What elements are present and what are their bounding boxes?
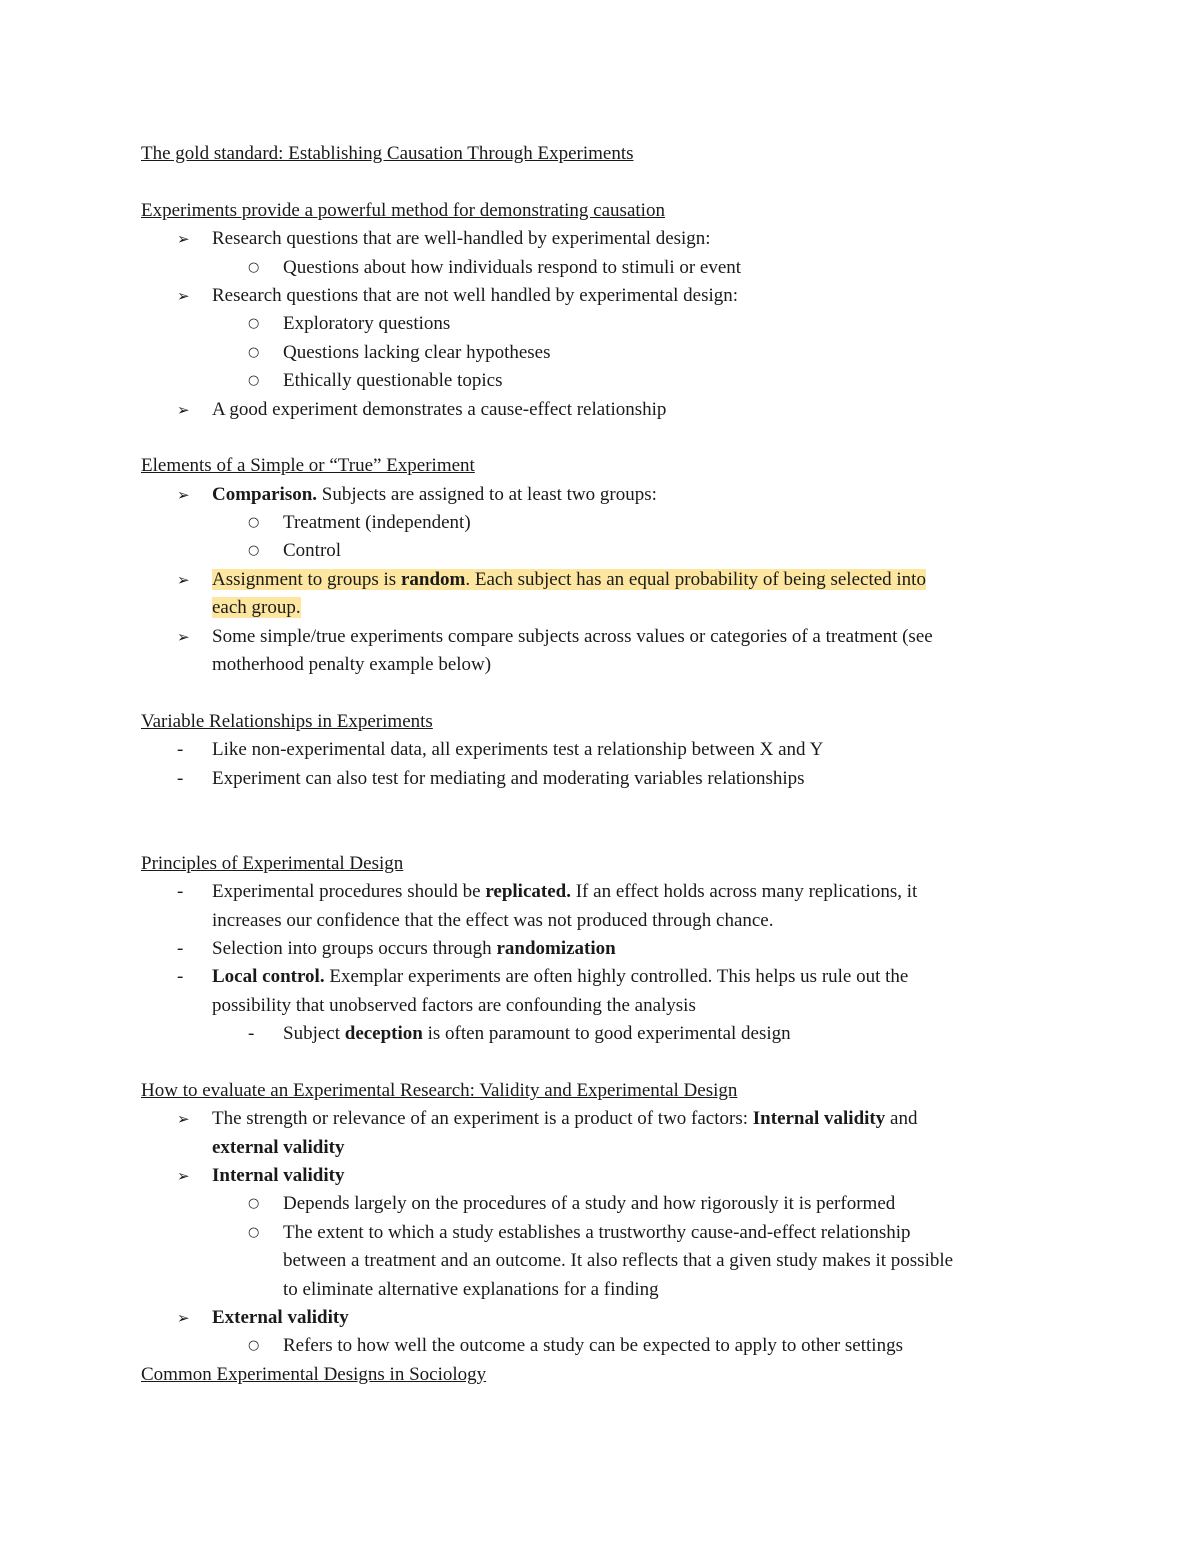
- list-item-continuation: [141, 594, 1061, 622]
- circle-bullet-icon: ○: [248, 344, 260, 360]
- highlighted-list-item: [141, 566, 1061, 594]
- dash-bullet-icon: -: [177, 767, 184, 789]
- list-item: ➢ Internal validity: [141, 1162, 1061, 1190]
- heading-variable-relationships: Variable Relationships in Experiments: [141, 710, 433, 732]
- list-item: ➢ A good experiment demonstrates a cause-effect relationship: [141, 396, 1061, 424]
- dash-bullet-icon: -: [177, 881, 184, 903]
- arrow-bullet-icon: ➢: [177, 1309, 190, 1328]
- circle-bullet-icon: ○: [248, 316, 260, 332]
- list-item: ➢ Research questions that are well-handled by experimental design:: [141, 225, 1061, 253]
- arrow-bullet-icon: ➢: [177, 1167, 190, 1186]
- list-item: - Like non-experimental data, all experiments test a relationship between X and Y: [141, 736, 1061, 764]
- dash-bullet-icon: -: [177, 937, 184, 959]
- dash-bullet-icon: -: [177, 739, 184, 761]
- list-item: ➢ External validity: [141, 1304, 1061, 1332]
- list-item: - Experimental procedures should be replicated. If an effect holds across many replications, it: [141, 878, 1061, 906]
- heading-elements: Elements of a Simple or “True” Experiment: [141, 455, 475, 477]
- list-item-continuation: external validity: [212, 1136, 345, 1158]
- list-item: ○ Control: [141, 537, 1061, 565]
- document-page: [141, 140, 1061, 1389]
- list-item: ○ Exploratory questions: [141, 310, 1061, 338]
- list-item: ➢ Some simple/true experiments compare subjects across values or categories of a treatment (see: [141, 623, 1061, 651]
- list-item-continuation: increases our confidence that the effect was not produced through chance.: [212, 909, 774, 931]
- list-item-continuation: to eliminate alternative explanations for a finding: [283, 1278, 659, 1300]
- list-item: - Subject deception is often paramount to good experimental design: [141, 1020, 1061, 1048]
- dash-bullet-icon: -: [177, 966, 184, 988]
- list-item-continuation: motherhood penalty example below): [212, 654, 492, 676]
- circle-bullet-icon: ○: [248, 1338, 260, 1354]
- list-item: - Selection into groups occurs through randomization: [141, 935, 1061, 963]
- list-item: ➢ Comparison. Subjects are assigned to at least two groups:: [141, 481, 1061, 509]
- list-item: ➢ The strength or relevance of an experiment is a product of two factors: Internal validity and: [141, 1105, 1061, 1133]
- list-item: ➢ Research questions that are not well handled by experimental design:: [141, 282, 1061, 310]
- list-item: - Experiment can also test for mediating and moderating variables relationships: [141, 765, 1061, 793]
- arrow-bullet-icon: ➢: [177, 230, 190, 249]
- circle-bullet-icon: ○: [248, 543, 260, 559]
- arrow-bullet-icon: ➢: [177, 286, 190, 305]
- list-item: ○ Depends largely on the procedures of a study and how rigorously it is performed: [141, 1190, 1061, 1218]
- arrow-bullet-icon: ➢: [177, 400, 190, 419]
- list-item-continuation: between a treatment and an outcome. It also reflects that a given study makes it possible: [283, 1250, 954, 1272]
- list-item-continuation: possibility that unobserved factors are confounding the analysis: [212, 994, 696, 1016]
- list-item: ○ Treatment (independent): [141, 509, 1061, 537]
- highlight: Assignment to groups is random. Each subject has an equal probability of being selected into: [212, 568, 926, 590]
- list-item: ○ Questions about how individuals respond to stimuli or event: [141, 254, 1061, 282]
- list-item: - Local control. Exemplar experiments are often highly controlled. This helps us rule out the: [141, 963, 1061, 991]
- highlight: each group.: [212, 597, 301, 619]
- list-item: ○ The extent to which a study establishes a trustworthy cause-and-effect relationship: [141, 1219, 1061, 1247]
- heading-common-designs: Common Experimental Designs in Sociology: [141, 1363, 487, 1385]
- page-title: The gold standard: Establishing Causation Through Experiments: [141, 143, 634, 164]
- list-item: ○ Refers to how well the outcome a study can be expected to apply to other settings: [141, 1332, 1061, 1360]
- dash-bullet-icon: -: [248, 1023, 255, 1045]
- list-item: ○ Ethically questionable topics: [141, 367, 1061, 395]
- list-item: ○ Questions lacking clear hypotheses: [141, 339, 1061, 367]
- arrow-bullet-icon: ➢: [177, 627, 190, 646]
- circle-bullet-icon: ○: [248, 259, 260, 275]
- circle-bullet-icon: ○: [248, 373, 260, 389]
- heading-powerful-method: Experiments provide a powerful method for demonstrating causation: [141, 199, 665, 221]
- arrow-bullet-icon: ➢: [177, 485, 190, 504]
- circle-bullet-icon: ○: [248, 1196, 260, 1212]
- circle-bullet-icon: ○: [248, 1224, 260, 1240]
- circle-bullet-icon: ○: [248, 515, 260, 531]
- arrow-bullet-icon: ➢: [177, 1110, 190, 1129]
- heading-principles: Principles of Experimental Design: [141, 852, 404, 874]
- heading-validity: How to evaluate an Experimental Research: Validity and Experimental Design: [141, 1079, 738, 1101]
- arrow-bullet-icon: ➢: [177, 570, 190, 589]
